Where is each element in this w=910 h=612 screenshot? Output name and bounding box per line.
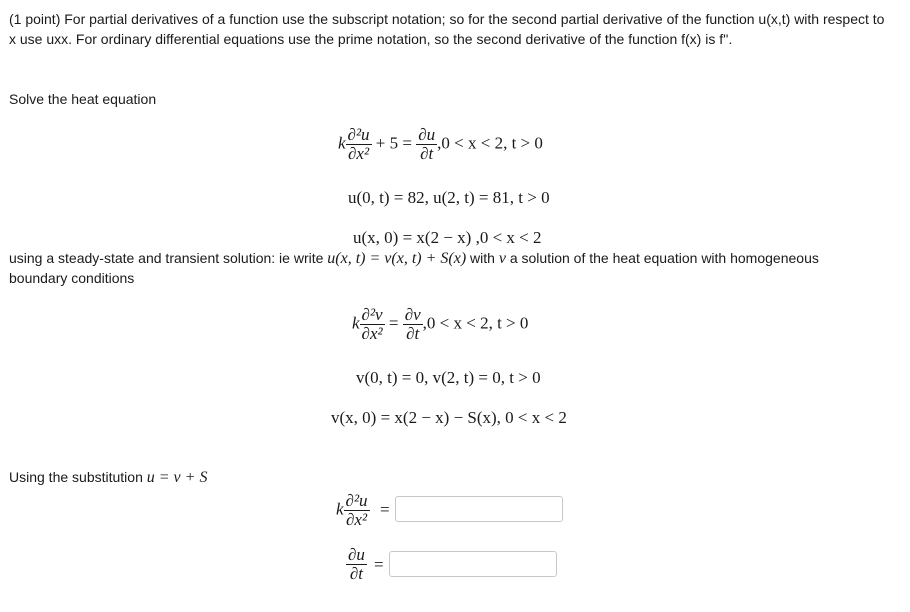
du-dt-fraction: $\frac{\partial u}{\partial t}$: [418, 125, 436, 163]
intro-line-2: x use uxx. For ordinary differential equations use the prime notation, so the second derivative of the function f(x) is f''.: [9, 31, 733, 47]
answer-2-equals: =: [374, 555, 384, 574]
steady-state-text-line-2: boundary conditions: [9, 270, 135, 286]
answer-1-label: k $\frac{\text{∂²u}}{\text{∂x²}}$: [336, 491, 368, 529]
d2v-dx2-fraction: $\frac{\text{∂²v}}{\text{∂x²}}$: [361, 305, 383, 343]
solve-label: Solve the heat equation: [9, 91, 157, 107]
answer-2-input[interactable]: [389, 551, 557, 577]
intro-line-1: (1 point) For partial derivatives of a function use the subscript notation; so for the second partial derivative of the function u(x,t) with respect to: [9, 11, 885, 27]
boundary-conditions-v: v(0, t) = 0, v(2, t) = 0, t > 0: [356, 368, 541, 387]
substitution-text: Using the substitution u = v + S: [9, 469, 208, 486]
dv-dt-fraction: $\frac{\partial v}{\partial t}$: [404, 305, 421, 343]
d2u-dx2-fraction: $\frac{\text{∂²u}}{\text{∂x²}}$: [347, 125, 370, 163]
answer-1-input[interactable]: [395, 496, 563, 522]
heat-equation: k $\frac{\text{∂²u}}{\text{∂x²}}$ + 5 = $\frac{\partial u}{\partial t}$ ,0 < x < 2, t > 0: [338, 125, 543, 163]
answer-1-equals: =: [380, 500, 390, 519]
answer-2-label: $\frac{\partial u}{\partial t}$: [348, 545, 365, 583]
initial-condition-u: u(x, 0) = x(2 − x) ,0 < x < 2: [353, 228, 542, 247]
steady-state-text: using a steady-state and transient solution: ie write u(x, t) = v(x, t) + S(x) with v a solution of the heat equation with homogeneous: [9, 250, 819, 267]
transient-equation: k $\frac{\text{∂²v}}{\text{∂x²}}$ = $\frac{\partial v}{\partial t}$ ,0 < x < 2, t > 0: [352, 305, 529, 343]
initial-condition-v: v(x, 0) = x(2 − x) − S(x), 0 < x < 2: [331, 408, 567, 427]
boundary-conditions-u: u(0, t) = 82, u(2, t) = 81, t > 0: [348, 188, 550, 207]
